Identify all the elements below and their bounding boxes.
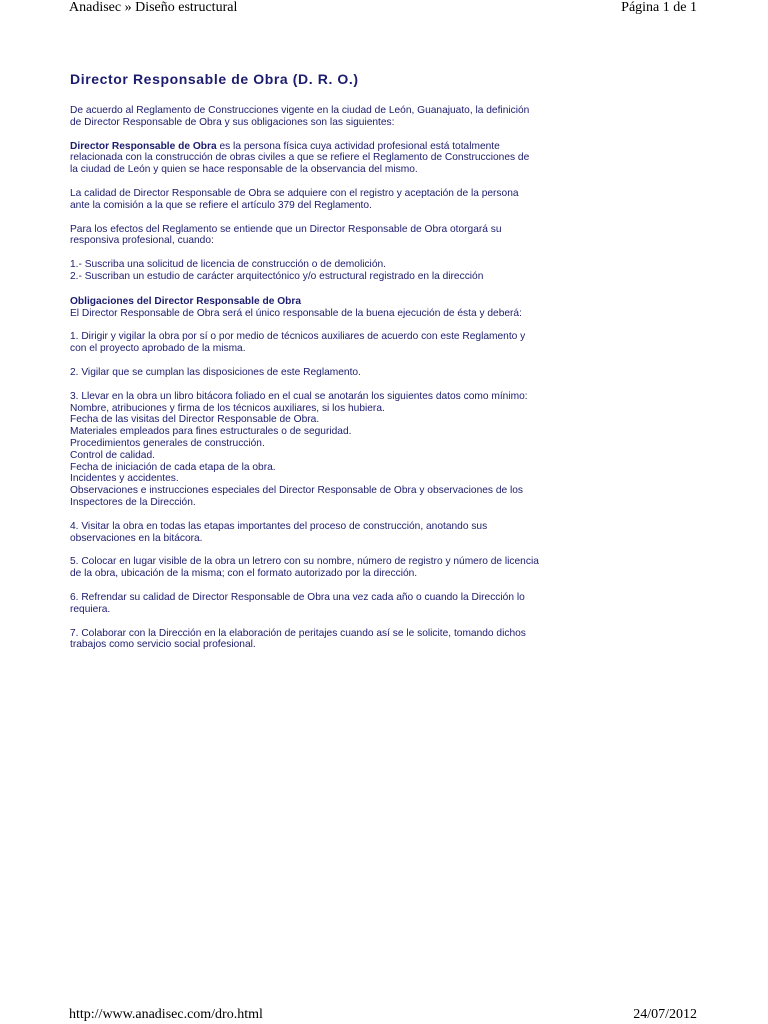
obligation-item-5: 5. Colocar en lugar visible de la obra un letrero con su nombre, número de registro y número de licencia de la obra, ubicación de la misma; con el formato autorizado por la dirección. <box>70 556 539 580</box>
document-title: Director Responsable de Obra (D. R. O.) <box>70 71 359 87</box>
footer-url: http://www.anadisec.com/dro.html <box>69 1007 263 1022</box>
logbook-line: Observaciones e instrucciones especiales del Director Responsable de Obra y observaciones de los Inspectores de la Dirección. <box>70 485 524 508</box>
quality-paragraph: La calidad de Director Responsable de Obra se adquiere con el registro y aceptación de la persona ante la comisión a la que se refiere el artículo 379 del Reglamento. <box>70 187 519 211</box>
print-header <box>69 0 697 16</box>
obligation-item-2: 2. Vigilar que se cumplan las disposiciones de este Reglamento. <box>70 366 361 378</box>
document-content <box>70 70 540 663</box>
header-page-number: Página 1 de 1 <box>621 0 697 15</box>
obligations-intro: El Director Responsable de Obra será el único responsable de la buena ejecución de ésta y deberá: <box>70 307 522 319</box>
obligation-item-7: 7. Colaborar con la Dirección en la elaboración de peritajes cuando así se le solicite, tomando dichos trabajos como servicio social profesional. <box>70 627 526 651</box>
definition-paragraph <box>70 141 540 176</box>
logbook-line: Procedimientos generales de construcción. <box>70 437 265 449</box>
footer-date: 24/07/2012 <box>633 1007 697 1022</box>
obligation-item-6: 6. Refrendar su calidad de Director Responsable de Obra una vez cada año o cuando la Dirección lo requiera. <box>70 591 525 615</box>
case-item: 1.- Suscriba una solicitud de licencia de construcción o de demolición. <box>70 259 386 271</box>
logbook-line: Fecha de las visitas del Director Responsable de Obra. <box>70 414 320 426</box>
case-item: 2.- Suscriban un estudio de carácter arquitectónico y/o estructural registrado en la dirección <box>70 270 484 282</box>
intro-paragraph: De acuerdo al Reglamento de Construcciones vigente en la ciudad de León, Guanajuato, la definición de Director Responsable de Obra y sus obligaciones son las siguientes: <box>70 105 530 128</box>
obligation-item-1: 1. Dirigir y vigilar la obra por sí o por medio de técnicos auxiliares de acuerdo con este Reglamento y con el proyecto aprobado de la misma. <box>70 331 526 355</box>
obligation-item-3 <box>70 391 540 509</box>
print-footer <box>69 1007 697 1023</box>
logbook-line: Incidentes y accidentes. <box>70 473 179 485</box>
definition-term: Director Responsable de Obra <box>70 140 217 152</box>
logbook-line: Nombre, atribuciones y firma de los técnicos auxiliares, si los hubiera. <box>70 402 385 414</box>
logbook-line: Materiales empleados para fines estructurales o de seguridad. <box>70 426 352 438</box>
logbook-line: Control de calidad. <box>70 449 155 461</box>
effects-paragraph: Para los efectos del Reglamento se entiende que un Director Responsable de Obra otorgará su responsiva profesional, cuando: <box>70 223 502 247</box>
obligation-item-4: 4. Visitar la obra en todas las etapas importantes del proceso de construcción, anotando sus observaciones en la bitácora. <box>70 520 488 544</box>
definition-text: es la persona física cuya actividad profesional está totalmente relacionada con la construcción de obras civiles a que se refiere el Reglamento de Construcciones de la ciudad de León y quien se hace responsable de la observancia del mismo. <box>70 140 530 176</box>
logbook-line: Fecha de iniciación de cada etapa de la obra. <box>70 461 276 473</box>
obligations-heading <box>70 296 540 308</box>
obligations-heading-text: Obligaciones del Director Responsable de Obra <box>70 295 301 307</box>
header-site-title: Anadisec » Diseño estructural <box>69 0 238 15</box>
logbook-line: 3. Llevar en la obra un libro bitácora foliado en el cual se anotarán los siguientes datos como mínimo: <box>70 390 528 402</box>
cases-list <box>70 259 540 283</box>
